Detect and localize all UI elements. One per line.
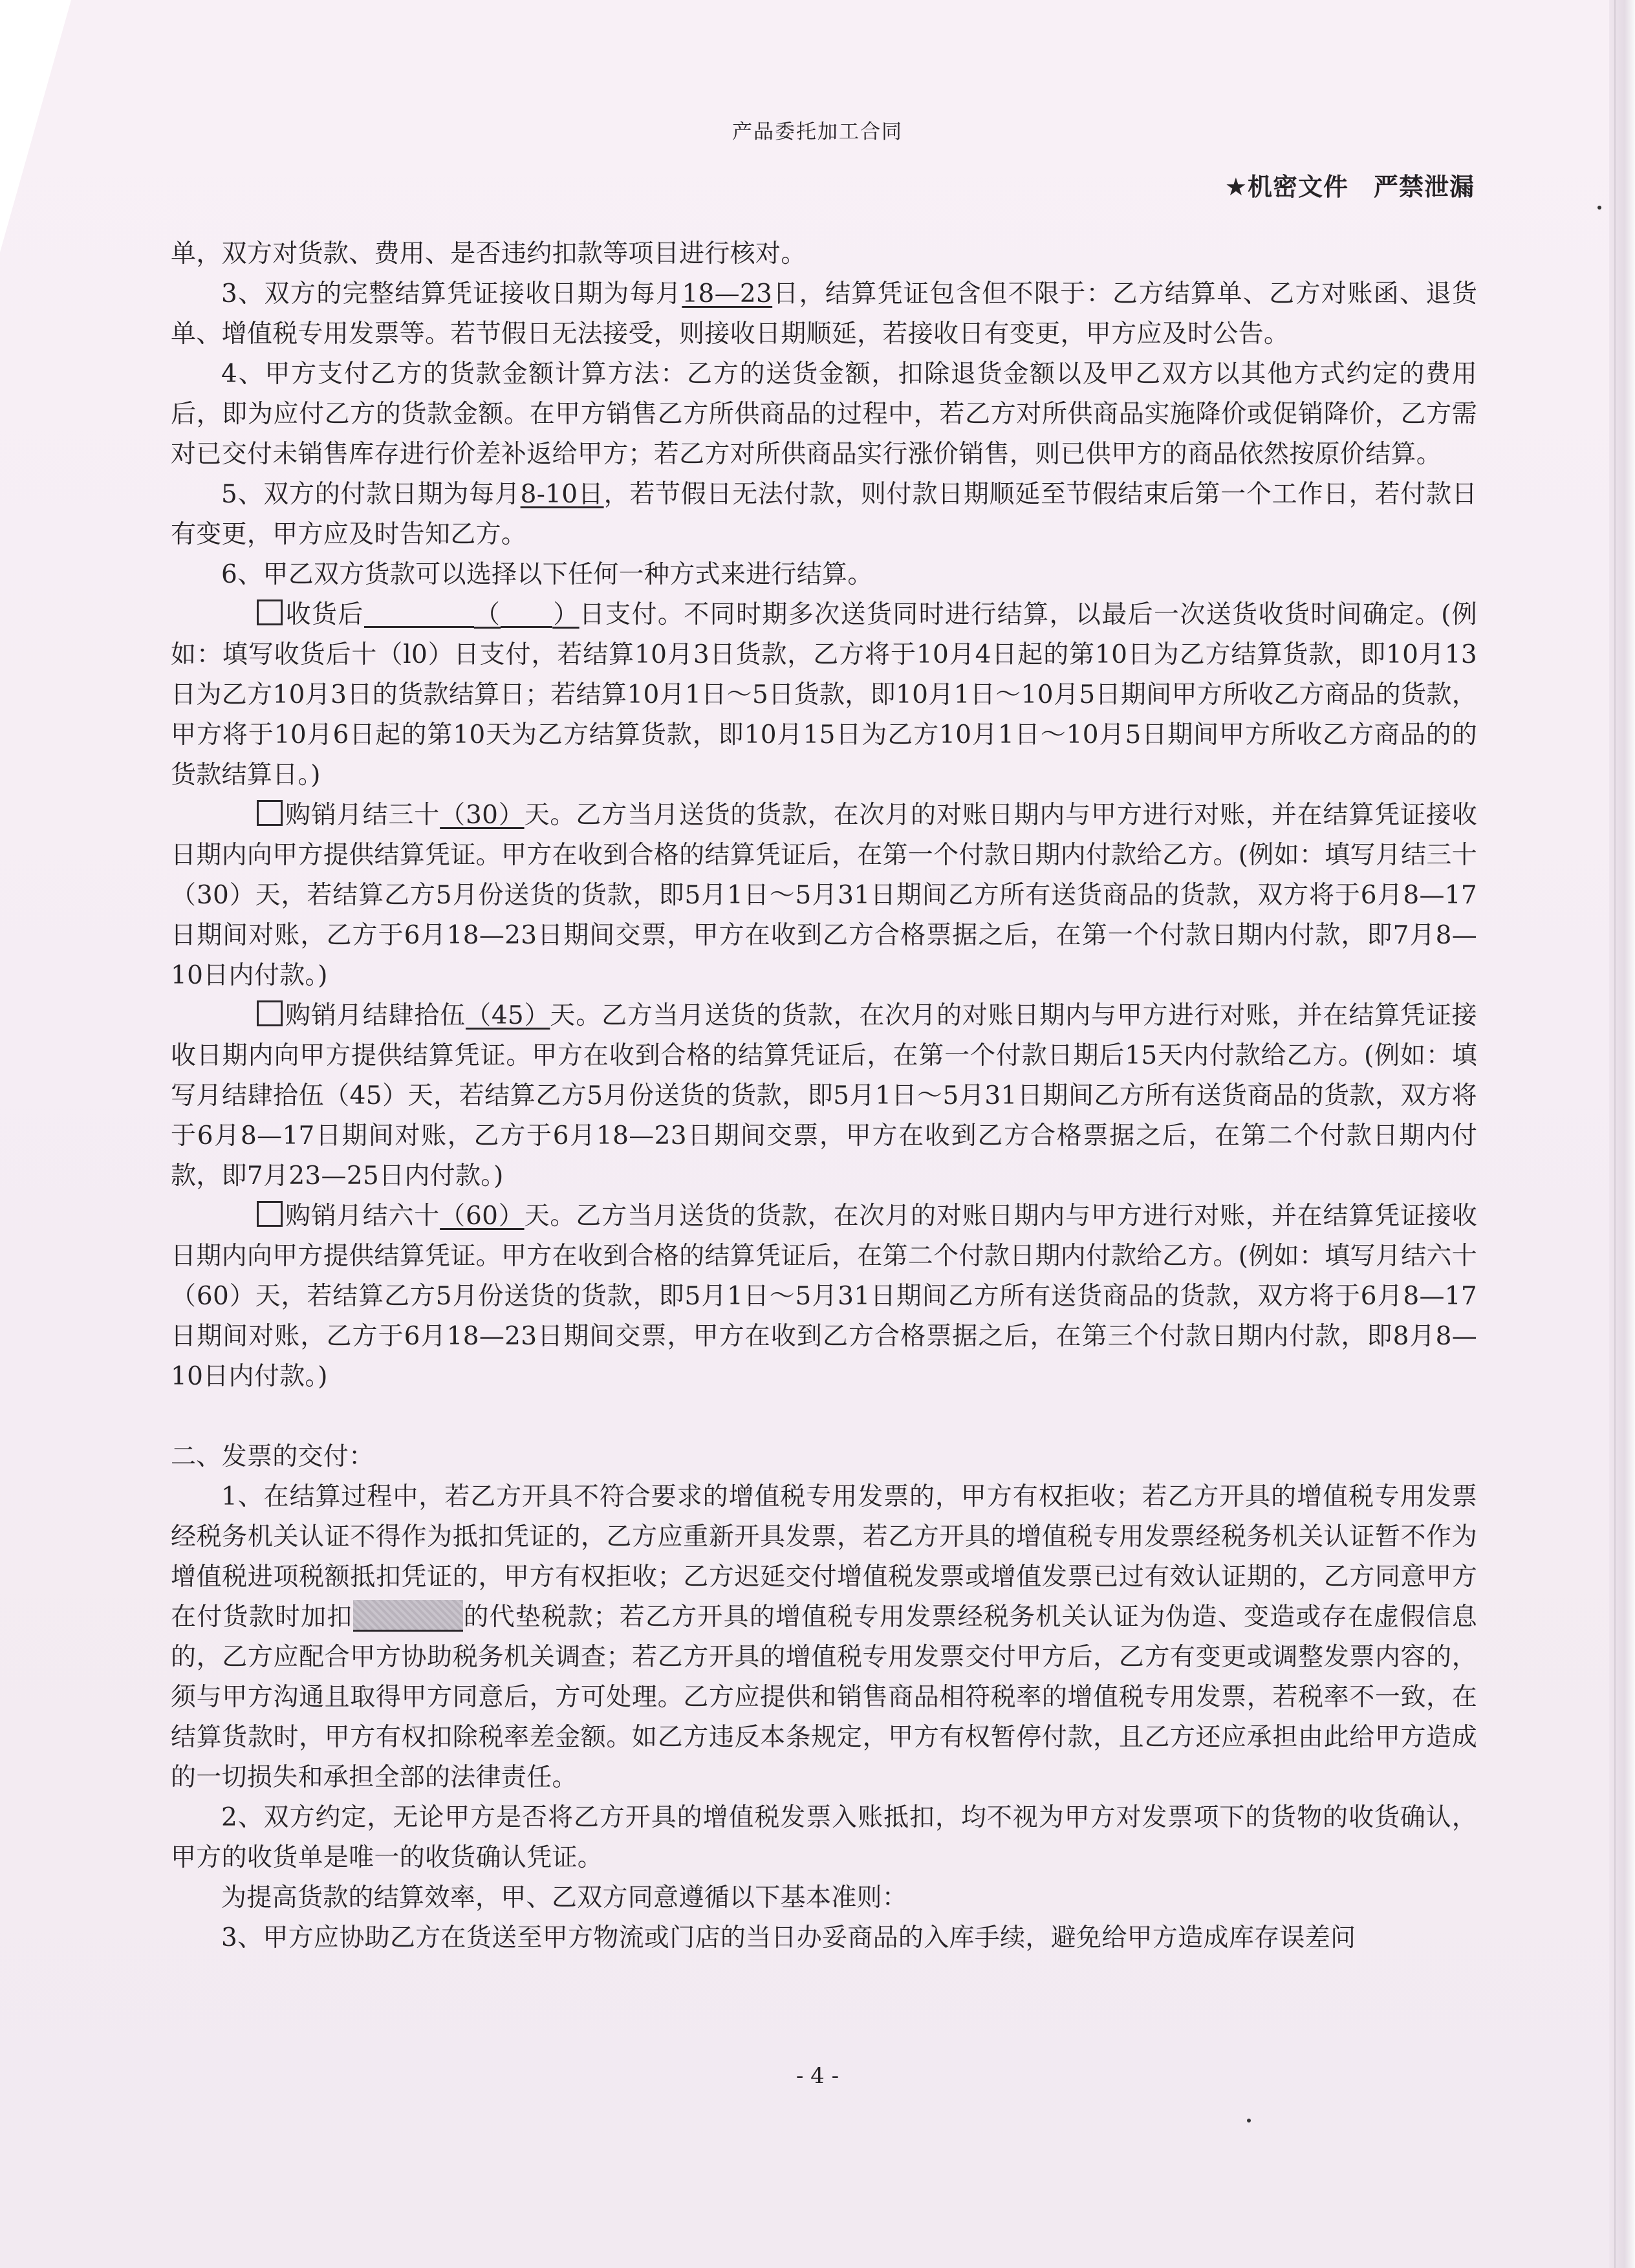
- option-receipt: [171, 595, 1477, 795]
- paragraph-3: [171, 274, 1477, 354]
- payment-date-unit: 日: [578, 480, 604, 509]
- option-receipt-paren-close: ）: [552, 600, 579, 629]
- section-gap: [171, 1397, 1477, 1437]
- paragraph-5: [171, 475, 1477, 555]
- section-2-heading: 二、发票的交付：: [171, 1442, 374, 1471]
- page-edge-line: [1614, 0, 1616, 2268]
- section-2-paragraph-principles: 为提高货款的结算效率，甲、乙双方同意遵循以下基本准则：: [221, 1883, 908, 1912]
- option-net30-prefix: 购销月结三十: [285, 801, 440, 830]
- option-net45-value: （45）: [465, 1001, 550, 1030]
- paragraph-3-lead: 3、双方的完整结算凭证接收日期为每月: [221, 279, 682, 308]
- option-receipt-blank[interactable]: [364, 601, 474, 628]
- redacted-field: [353, 1600, 463, 1632]
- section-2-p1-lead: 1、在结算过程中，若乙方开具不符合要求的增值税专用发票的，甲方有权拒收；若乙方开具的增值税专用发票经税务机关认证不得作为抵扣凭证的，乙方应重新开具发票，若乙方开具的增值税专用发票经税务机关认证暂不作为增值税进项税额抵扣凭证的，甲方有权拒收；乙方迟延交付增值税发票或增值发票已过有效认证期的，乙方同意甲方在付货款时加扣: [171, 1482, 1477, 1632]
- paragraph-6: 6、甲乙双方货款可以选择以下任何一种方式来进行结算。: [221, 560, 873, 589]
- option-net60: [171, 1196, 1477, 1397]
- section-2-paragraph-3: 3、甲方应协助乙方在货送至甲方物流或门店的当日办妥商品的入库手续，避免给甲方造成库存误差问: [221, 1923, 1356, 1952]
- option-receipt-text: 日支付。不同时期多次送货同时进行结算，以最后一次送货收货时间确定。(例如：填写收货后十（l0）日支付，若结算10月3日货款，乙方将于10月4日起的第10日为乙方结算货款，即10月13日为乙方10月3日的货款结算日；若结算10月1日～5日货款，即10月1日～10月5日期间甲方所收乙方商品的货款，甲方将于10月6日起的第10天为乙方结算货款，即10月15日为乙方10月1日～10月5日期间甲方所收乙方商品的的货款结算日。): [171, 600, 1477, 790]
- option-net30-checkbox[interactable]: [257, 800, 283, 826]
- page-number: - 4 -: [796, 2063, 839, 2089]
- option-receipt-days-blank[interactable]: [501, 601, 552, 628]
- payment-date-range: 8-10: [520, 480, 578, 509]
- paragraph-3-rest: 日，结算凭证包含但不限于：乙方结算单、乙方对账函、退货单、增值税专用发票等。若节假日无法接受，则接收日期顺延，若接收日有变更，甲方应及时公告。: [171, 279, 1478, 349]
- page-edge: [1609, 0, 1635, 2268]
- scan-speck: [1597, 206, 1601, 210]
- section-2-paragraph-1: [171, 1477, 1477, 1798]
- paragraph-5-rest: ，若节假日无法付款，则付款日期顺延至节假结束后第一个工作日，若付款日有变更，甲方应及时告知乙方。: [171, 480, 1478, 549]
- option-net45: [171, 996, 1477, 1196]
- option-net60-text: 天。乙方当月送货的货款，在次月的对账日期内与甲方进行对账，并在结算凭证接收日期内向甲方提供结算凭证。甲方在收到合格的结算凭证后，在第二个付款日期内付款给乙方。(例如：填写月结六十（60）天，若结算乙方5月份送货的货款，即5月1日～5月31日期间乙方所有送货商品的货款，双方将于6月8—17日期间对账，乙方于6月18—23日期间交票，甲方在收到乙方合格票据之后，在第三个付款日期内付款，即8月8—10日内付款。): [171, 1202, 1477, 1391]
- option-net30-text: 天。乙方当月送货的货款，在次月的对账日期内与甲方进行对账，并在结算凭证接收日期内向甲方提供结算凭证。甲方在收到合格的结算凭证后，在第一个付款日期内付款给乙方。(例如：填写月结三十（30）天，若结算乙方5月份送货的货款，即5月1日～5月31日期间乙方所有送货商品的货款，双方将于6月8—17日期间对账，乙方于6月18—23日期间交票，甲方在收到乙方合格票据之后，在第一个付款日期内付款，即7月8—10日内付款。): [171, 801, 1477, 990]
- option-receipt-checkbox[interactable]: [257, 599, 283, 625]
- section-2-p1-rest: 的代垫税款；若乙方开具的增值税专用发票经税务机关认证为伪造、变造或存在虚假信息的，乙方应配合甲方协助税务机关调查；若乙方开具的增值税专用发票交付甲方后，乙方有变更或调整发票内容的，须与甲方沟通且取得甲方同意后，方可处理。乙方应提供和销售商品相符税率的增值税专用发票，若税率不一致，在结算货款时，甲方有权扣除税率差金额。如乙方违反本条规定，甲方有权暂停付款，且乙方还应承担由此给甲方造成的一切损失和承担全部的法律责任。: [171, 1603, 1477, 1792]
- scan-speck: [1247, 2119, 1251, 2122]
- option-net30-value: （30）: [440, 801, 525, 830]
- paragraph-continuation: 单，双方对货款、费用、是否违约扣款等项目进行核对。: [171, 239, 807, 268]
- option-receipt-paren-open: （: [473, 600, 501, 629]
- option-net45-text: 天。乙方当月送货的货款，在次月的对账日期内与甲方进行对账，并在结算凭证接收日期内向甲方提供结算凭证。甲方在收到合格的结算凭证后，在第一个付款日期后15天内付款给乙方。(例如：填写月结肆拾伍（45）天，若结算乙方5月份送货的货款，即5月1日～5月31日期间乙方所有送货商品的货款，双方将于6月8—17日期间对账，乙方于6月18—23日期间交票，甲方在收到乙方合格票据之后，在第二个付款日期内付款，即7月23—25日内付款。): [171, 1001, 1477, 1191]
- option-net45-prefix: 购销月结肆拾伍: [285, 1001, 466, 1030]
- section-2-paragraph-2: 2、双方约定，无论甲方是否将乙方开具的增值税发票入账抵扣，均不视为甲方对发票项下的货物的收货确认，甲方的收货单是唯一的收货确认凭证。: [171, 1803, 1477, 1872]
- receipt-date-range: 18—23: [682, 279, 773, 308]
- paragraph-4: 4、甲方支付乙方的货款金额计算方法：乙方的送货金额，扣除退货金额以及甲乙双方以其他方式约定的费用后，即为应付乙方的货款金额。在甲方销售乙方所供商品的过程中，若乙方对所供商品实施降价或促销降价，乙方需对已交付未销售库存进行价差补返给甲方；若乙方对所供商品实行涨价销售，则已供甲方的商品依然按原价结算。: [171, 360, 1477, 469]
- document-body: [171, 234, 1477, 1958]
- option-net60-value: （60）: [440, 1202, 525, 1231]
- option-net45-checkbox[interactable]: [257, 1000, 283, 1026]
- option-net60-checkbox[interactable]: [257, 1201, 283, 1227]
- document-title: 产品委托加工合同: [732, 120, 903, 144]
- paragraph-5-lead: 5、双方的付款日期为每月: [221, 480, 521, 509]
- option-receipt-prefix: 收货后: [285, 600, 364, 629]
- option-net60-prefix: 购销月结六十: [285, 1202, 440, 1231]
- confidential-notice: ★机密文件 严禁泄漏: [1224, 173, 1475, 201]
- option-net30: [171, 795, 1477, 996]
